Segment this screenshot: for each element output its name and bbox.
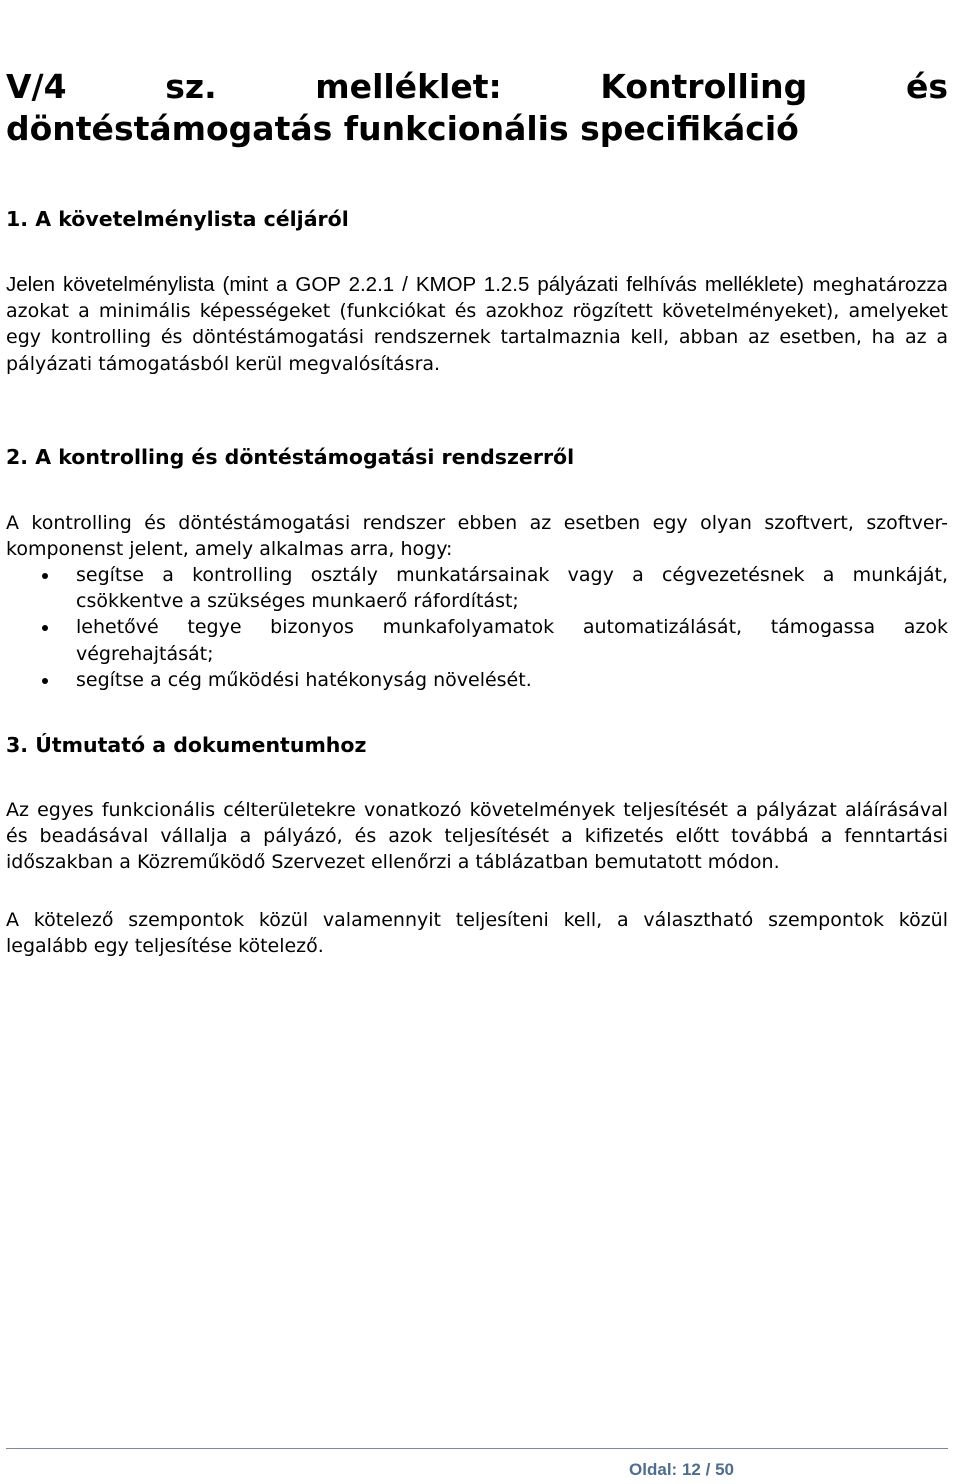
list-item	[6, 667, 948, 693]
section-1-paragraph-lead: Jelen követelménylista (mint a GOP 2.2.1 / KMOP 1.2.5 pályázati felhívás melléklete)	[6, 273, 805, 296]
bullet-icon	[42, 625, 48, 631]
title-line-1	[6, 66, 948, 108]
page-number	[629, 1460, 734, 1480]
section-3-paragraph-2: A kötelező szempontok közül valamennyit teljesíteni kell, a választható szempontok közül legalább egy teljesítése kötelező.	[6, 909, 948, 958]
title-word: Kontrolling	[600, 67, 808, 106]
title-word: V/4	[6, 67, 67, 106]
list-item	[6, 614, 948, 666]
list-item-text: lehetővé tegye bizonyos munkafolyamatok automatizálását, támogassa azok végrehajtását;	[76, 616, 948, 665]
page-number-separator: /	[705, 1460, 711, 1479]
title-word: és	[905, 67, 948, 106]
footer-divider	[6, 1448, 948, 1449]
document-title	[6, 66, 948, 150]
list-item	[6, 562, 948, 614]
section-2-heading: 2. A kontrolling és döntéstámogatási rendszerről	[6, 445, 575, 469]
bullet-icon	[42, 678, 48, 684]
title-word: melléklet:	[315, 67, 502, 106]
page-footer	[0, 1448, 960, 1484]
section-3-heading: 3. Útmutató a dokumentumhoz	[6, 733, 367, 757]
section-3-paragraph-1: Az egyes funkcionális célterületekre vonatkozó követelmények teljesítését a pályázat aláírásával és beadásával vállalja a pályázó, és azok teljesítését a kifizetés előtt továbbá a fenntartási időszakban a Közreműködő Szervezet ellenőrzi a táblázatban bemutatott módon.	[6, 799, 948, 874]
title-word: sz.	[165, 67, 217, 106]
page-number-label: Oldal:	[629, 1460, 678, 1479]
page-number-current: 12	[681, 1460, 701, 1479]
section-2-intro: A kontrolling és döntéstámogatási rendszer ebben az esetben egy olyan szoftvert, szoftver-komponenst jelent, amely alkalmas arra, hogy:	[6, 512, 948, 561]
section-2-bullet-list	[6, 562, 948, 693]
list-item-text: segítse a kontrolling osztály munkatársainak vagy a cégvezetésnek a munkáját, csökkentve a szükséges munkaerő ráfordítást;	[76, 564, 948, 613]
title-line-2: döntéstámogatás funkcionális specifikáció	[6, 109, 799, 148]
section-1-heading: 1. A követelménylista céljáról	[6, 207, 349, 231]
bullet-icon	[42, 573, 48, 579]
list-item-text: segítse a cég működési hatékonyság növelését.	[76, 668, 532, 691]
page-number-total: 50	[715, 1460, 734, 1479]
section-1-paragraph	[6, 272, 948, 377]
section-1-paragraph-rest: meghatározza azokat a minimális képességeket (funkciókat és azokhoz rögzített követelményeket), amelyeket egy kontrolling és döntéstámogatási rendszernek tartalmaznia kell, abban az esetben, ha az a pályázati támogatásból kerül megvalósításra.	[6, 274, 948, 375]
